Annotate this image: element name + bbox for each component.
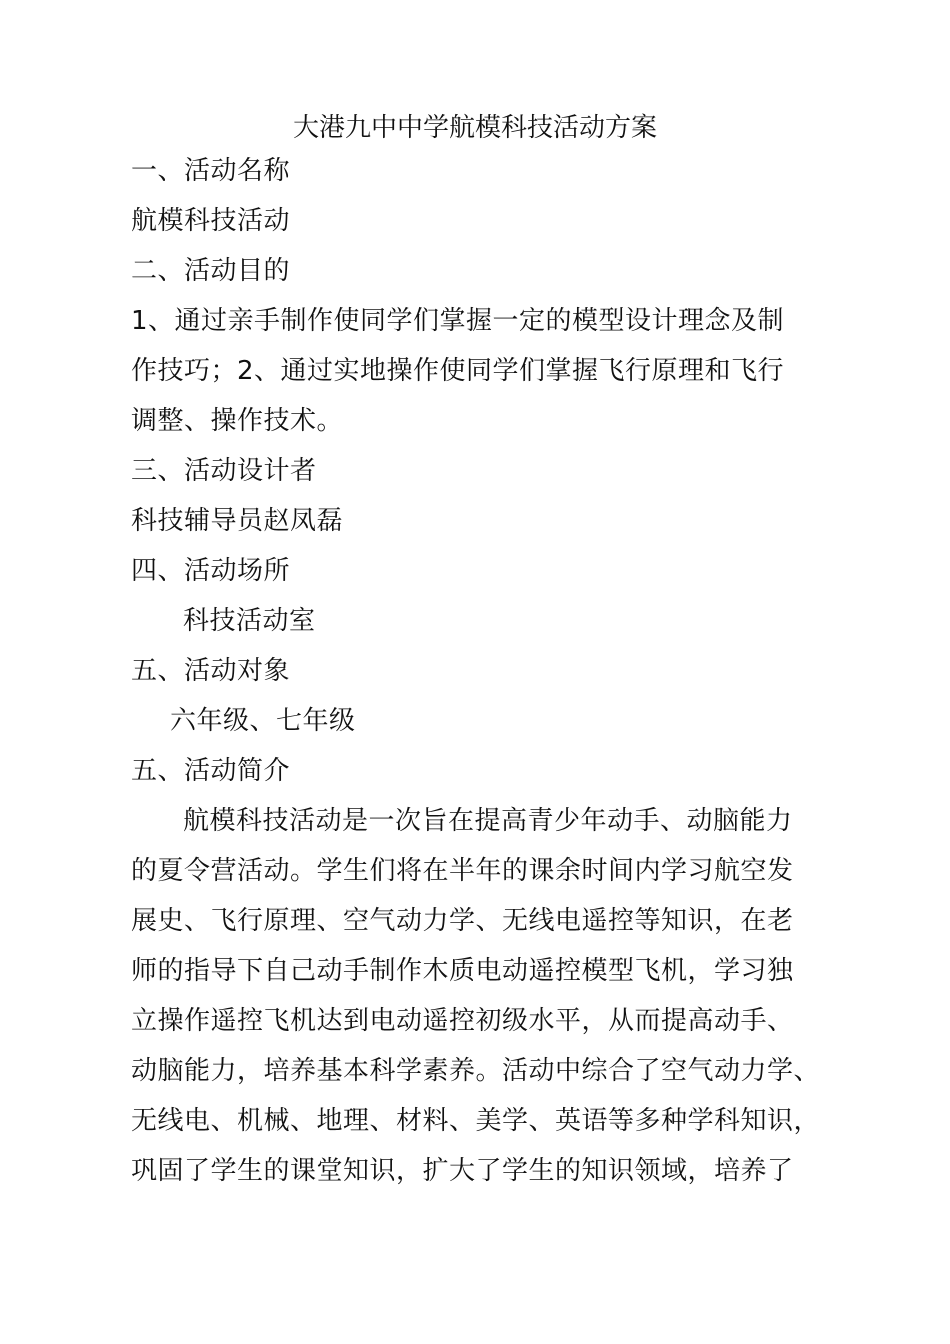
goal-line: 调整、操作技术。 [131, 406, 344, 436]
intro-line: 无线电、机械、地理、材料、美学、英语等多种学科知识， [131, 1106, 821, 1136]
intro-line: 动脑能力，培养基本科学素养。活动中综合了空气动力学、 [131, 1056, 821, 1086]
designer-text: 科技辅导员赵凤磊 [131, 506, 344, 536]
target-text: 六年级、七年级 [170, 706, 356, 736]
goal-line: 1、通过亲手制作使同学们掌握一定的模型设计理念及制 [131, 306, 785, 336]
goal-line: 作技巧；2、通过实地操作使同学们掌握飞行原理和飞行 [131, 356, 785, 386]
intro-line: 师的指导下自己动手制作木质电动遥控模型飞机，学习独 [131, 956, 794, 986]
place-text: 科技活动室 [183, 606, 316, 636]
section-heading-target: 五、活动对象 [131, 656, 291, 686]
intro-line: 的夏令营活动。学生们将在半年的课余时间内学习航空发 [131, 856, 794, 886]
activity-name-text: 航模科技活动 [131, 206, 291, 236]
intro-line: 立操作遥控飞机达到电动遥控初级水平，从而提高动手、 [131, 1006, 794, 1036]
section-heading-place: 四、活动场所 [131, 556, 291, 586]
intro-line: 展史、飞行原理、空气动力学、无线电遥控等知识，在老 [131, 906, 794, 936]
section-heading-intro: 五、活动简介 [131, 756, 291, 786]
section-heading-name: 一、活动名称 [131, 156, 291, 186]
intro-line: 航模科技活动是一次旨在提高青少年动手、动脑能力 [183, 806, 793, 836]
intro-line: 巩固了学生的课堂知识，扩大了学生的知识领域，培养了 [131, 1156, 794, 1186]
document-title: 大港九中中学航模科技活动方案 [292, 113, 657, 143]
section-heading-goal: 二、活动目的 [131, 256, 291, 286]
section-heading-designer: 三、活动设计者 [131, 456, 317, 486]
